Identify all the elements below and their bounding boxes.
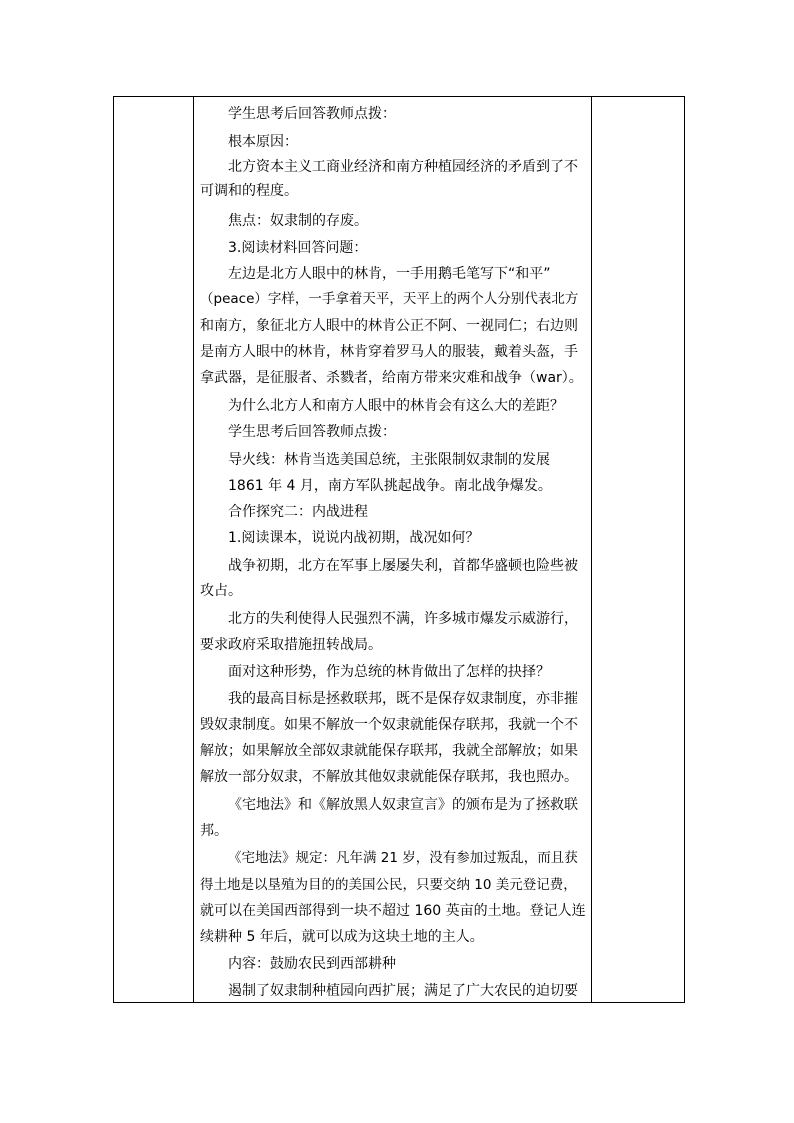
text-line: 北方资本主义工商业经济和南方种植园经济的矛盾到了不 <box>228 159 578 175</box>
text-line: 《宅地法》和《解放黑人奴隶宣言》的颁布是为了拯救联 <box>228 797 578 813</box>
text-line: 和南方，象征北方人眼中的林肯公正不阿、一视同仁；右边则 <box>200 318 578 334</box>
text-line: 学生思考后回答教师点拨： <box>228 424 396 440</box>
text-line: 面对这种形势，作为总统的林肯做出了怎样的抉择？ <box>228 664 550 680</box>
text-line: 毁奴隶制度。如果不解放一个奴隶就能保存联邦，我就一个不 <box>200 717 578 733</box>
text-line: 合作探究二：内战进程 <box>228 504 368 520</box>
text-line: 为什么北方人和南方人眼中的林肯会有这么大的差距？ <box>228 398 564 414</box>
text-line: （peace）字样，一手拿着天平，天平上的两个人分别代表北方 <box>200 291 579 307</box>
text-line: 左边是北方人眼中的林肯，一手用鹅毛笔写下“和平” <box>228 266 551 282</box>
text-line: 根本原因： <box>228 134 298 150</box>
text-line: 学生思考后回答教师点拨： <box>228 106 396 122</box>
text-line: 拿武器，是征服者、杀戮者，给南方带来灾难和战争（war）。 <box>200 370 583 386</box>
text-line: 续耕种 5 年后，就可以成为这块土地的主人。 <box>200 929 484 945</box>
text-line: 北方的失利使得人民强烈不满，许多城市爆发示威游行， <box>228 611 578 627</box>
text-line: 战争初期，北方在军事上屡屡失利，首都华盛顿也险些被 <box>228 558 578 574</box>
text-line: 可调和的程度。 <box>200 183 298 199</box>
text-line: 1.阅读课本，说说内战初期，战况如何？ <box>228 530 480 546</box>
text-line: 要求政府采取措施扭转战局。 <box>200 637 382 653</box>
text-line: 是南方人眼中的林肯，林肯穿着罗马人的服装，戴着头盔，手 <box>200 344 578 360</box>
text-line: 内容：鼓励农民到西部耕种 <box>228 956 396 972</box>
text-line: 遏制了奴隶制种植园向西扩展；满足了广大农民的迫切要 <box>228 983 578 999</box>
text-line: 解放一部分奴隶，不解放其他奴隶就能保存联邦，我也照办。 <box>200 769 578 785</box>
text-line: 《宅地法》规定：凡年满 21 岁，没有参加过叛乱，而且获 <box>228 850 578 866</box>
text-line: 我的最高目标是拯救联邦，既不是保存奴隶制度，亦非摧 <box>228 691 578 707</box>
text-line: 1861 年 4 月，南方军队挑起战争。南北战争爆发。 <box>228 478 552 494</box>
text-line: 邦。 <box>200 823 228 839</box>
lesson-table <box>113 96 685 1003</box>
text-line: 得土地是以垦殖为目的的美国公民，只要交纳 10 美元登记费， <box>200 877 577 893</box>
text-line: 就可以在美国西部得到一块不超过 160 英亩的土地。登记人连 <box>200 903 586 919</box>
content-cell <box>194 97 591 1002</box>
text-line: 3.阅读材料回答问题： <box>228 240 368 256</box>
column-divider-right <box>591 97 592 1002</box>
text-line: 攻占。 <box>200 583 242 599</box>
text-line: 焦点：奴隶制的存废。 <box>228 213 368 229</box>
text-line: 解放；如果解放全部奴隶就能保存联邦，我就全部解放；如果 <box>200 743 578 759</box>
text-line: 导火线：林肯当选美国总统，主张限制奴隶制的发展 <box>228 452 550 468</box>
